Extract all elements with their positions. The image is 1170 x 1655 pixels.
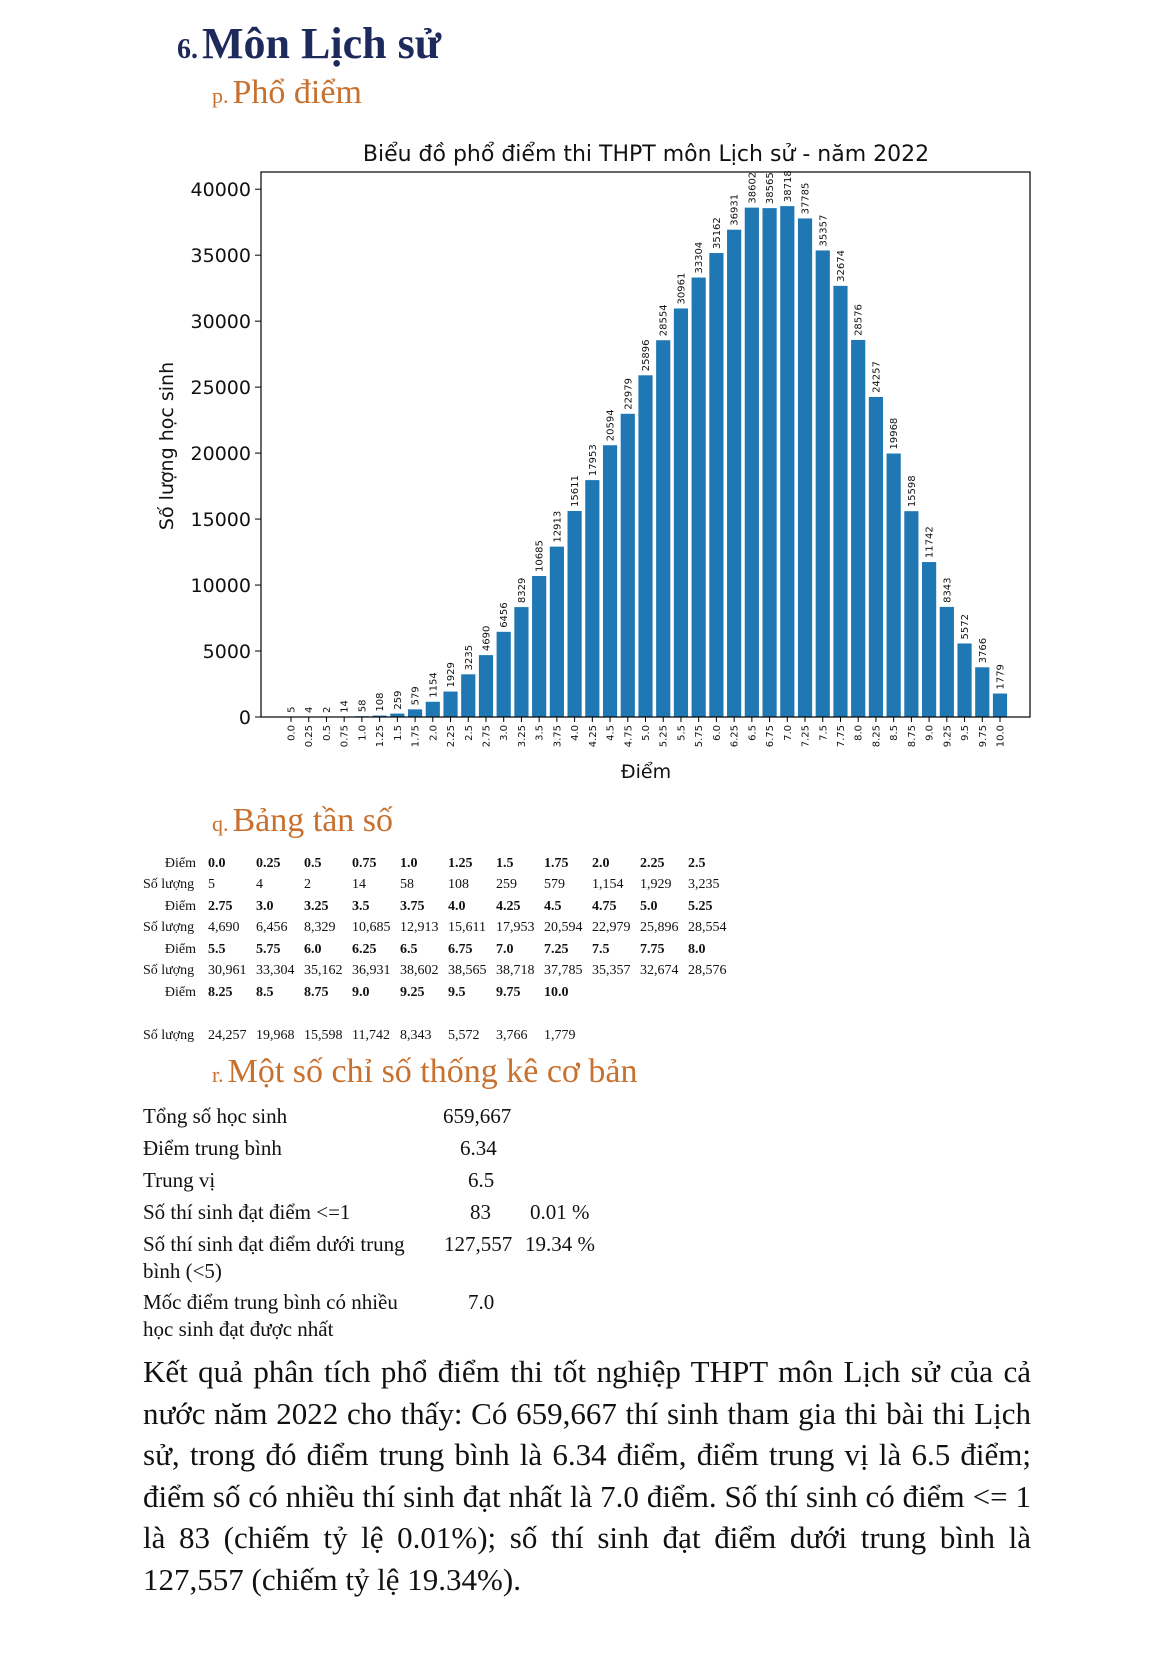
count-cell: 30,961 [208, 963, 247, 979]
bar-value-label: 36931 [729, 193, 741, 226]
count-cell: 11,742 [352, 1027, 390, 1043]
bar-2.0 [426, 702, 440, 717]
count-cell: 19,968 [256, 1027, 295, 1043]
bar-value-label: 15611 [570, 475, 582, 508]
bar-4.5 [603, 445, 617, 717]
score-cell: 7.25 [544, 941, 569, 957]
bar-value-label: 2 [321, 706, 333, 713]
section-title: Môn Lịch sử [202, 19, 442, 68]
count-cell: 24,257 [208, 1027, 247, 1043]
bar-value-label: 58 [357, 699, 369, 713]
subheading-title: Bảng tần số [232, 802, 394, 839]
chart-x-ticks [287, 717, 1007, 747]
x-tick-label: 9.5 [960, 725, 972, 741]
bar-8.75 [904, 511, 918, 717]
x-tick-label: 6.0 [711, 725, 723, 741]
count-row-label: Số lượng [143, 920, 195, 936]
y-tick-label: 5000 [202, 641, 251, 664]
stat-label-continued: bình (<5) [143, 1259, 222, 1283]
x-tick-label: 4.5 [605, 725, 617, 741]
score-cell: 4.25 [496, 898, 521, 914]
score-cell: 9.25 [400, 984, 425, 1000]
x-tick-label: 4.0 [570, 725, 582, 741]
count-row [143, 918, 736, 940]
bar-value-label: 17953 [587, 444, 599, 477]
score-row [143, 896, 736, 918]
bar-value-label: 3766 [977, 637, 989, 664]
count-cell: 38,565 [448, 963, 487, 979]
bar-6.0 [709, 253, 723, 717]
subheading-frequency-table [212, 802, 393, 840]
bar-value-label: 259 [392, 690, 404, 710]
score-cell: 5.25 [688, 898, 713, 914]
stat-row-mean [143, 1134, 643, 1166]
score-cell: 10.0 [544, 984, 569, 1000]
x-tick-label: 0.25 [304, 725, 316, 748]
x-tick-label: 0.5 [321, 725, 333, 741]
score-cell: 8.25 [208, 984, 233, 1000]
bar-3.5 [532, 576, 546, 717]
bar-value-label: 33304 [694, 241, 706, 274]
count-cell: 25,896 [640, 920, 679, 936]
score-cell: 8.0 [688, 941, 706, 957]
score-cell: 2.5 [688, 855, 706, 871]
score-cell: 5.0 [640, 898, 658, 914]
score-cell: 3.5 [352, 898, 370, 914]
score-cell: 9.75 [496, 984, 521, 1000]
bar-value-label: 4690 [481, 625, 493, 652]
x-tick-label: 10.0 [995, 725, 1007, 748]
x-tick-label: 7.25 [800, 725, 812, 748]
score-cell: 9.5 [448, 984, 466, 1000]
stat-row-total [143, 1102, 643, 1134]
score-cell: 9.0 [352, 984, 370, 1000]
x-tick-label: 0.0 [286, 725, 298, 741]
stat-label: Trung vị [143, 1168, 216, 1192]
y-tick-label: 0 [238, 707, 251, 729]
count-cell: 4,690 [208, 920, 240, 936]
bar-9.25 [940, 607, 954, 717]
bar-value-label: 38565 [765, 172, 777, 205]
x-tick-label: 5.75 [694, 725, 706, 748]
x-tick-label: 1.5 [392, 725, 404, 741]
count-cell: 22,979 [592, 920, 631, 936]
score-cell: 3.75 [400, 898, 425, 914]
bar-5.75 [692, 278, 706, 717]
subheading-letter: q. [212, 811, 229, 836]
score-cell: 5.75 [256, 941, 281, 957]
bar-value-label: 35357 [818, 214, 830, 247]
score-cell: 6.5 [400, 941, 418, 957]
count-cell: 10,685 [352, 920, 391, 936]
stat-value: 127,557 [444, 1232, 513, 1256]
count-cell: 35,162 [304, 963, 343, 979]
bar-9.75 [975, 667, 989, 717]
subheading-basic-statistics [212, 1053, 638, 1091]
bar-value-label: 8329 [516, 577, 528, 604]
bar-7.5 [816, 250, 830, 717]
bar-5.5 [674, 308, 688, 717]
score-cell: 1.5 [496, 855, 514, 871]
bar-value-label: 35162 [711, 217, 723, 250]
x-tick-label: 2.25 [446, 725, 458, 748]
stat-label: Số thí sinh đạt điểm <=1 [143, 1200, 351, 1224]
x-tick-label: 9.25 [942, 725, 954, 748]
x-tick-label: 1.75 [410, 725, 422, 748]
score-cell: 0.5 [304, 855, 322, 871]
stat-row-le1 [143, 1198, 643, 1230]
bar-value-label: 38718 [782, 170, 794, 203]
count-cell: 579 [544, 877, 565, 893]
bar-value-label: 1779 [995, 664, 1007, 690]
count-cell: 259 [496, 877, 517, 893]
count-cell: 8,343 [400, 1027, 432, 1043]
bar-value-label: 10685 [534, 540, 546, 573]
bar-value-label: 1929 [446, 662, 458, 688]
count-cell: 37,785 [544, 963, 583, 979]
x-tick-label: 0.75 [339, 725, 351, 748]
count-cell: 28,554 [688, 920, 727, 936]
frequency-table [143, 853, 736, 1044]
score-row-label: Điểm [164, 898, 196, 914]
count-cell: 12,913 [400, 920, 439, 936]
x-tick-label: 3.5 [534, 725, 546, 741]
stat-value: 659,667 [443, 1104, 512, 1128]
score-distribution-chart [0, 0, 1170, 800]
bar-value-label: 15598 [906, 475, 918, 508]
score-cell: 0.0 [208, 855, 226, 871]
count-row [143, 1004, 736, 1044]
score-cell: 7.5 [592, 941, 610, 957]
y-tick-label: 25000 [190, 377, 251, 400]
score-cell: 1.0 [400, 855, 418, 871]
bar-value-label: 5572 [960, 614, 972, 640]
count-cell: 28,576 [688, 963, 727, 979]
x-tick-label: 8.0 [853, 725, 865, 741]
conclusion-paragraph: Kết quả phân tích phổ điểm thi tốt nghiệp THPT môn Lịch sử của cả nước năm 2022 cho thấy: Có 659,667 thí sinh tham gia thi bài thi Lịch sử, trong đó điểm trung bình là 6.34 điểm, điểm trung vị là 6.5 điểm; điểm số có nhiều thí sinh đạt nhất là 7.0 điểm. Số thí sinh có điểm <= 1 là 83 (chiếm tỷ lệ 0.01%); số thí sinh đạt điểm dưới trung bình là 127,557 (chiếm tỷ lệ 19.34%). [143, 1354, 1031, 1597]
bar-value-label: 5 [286, 706, 298, 713]
bar-7.75 [833, 286, 847, 717]
y-tick-label: 30000 [190, 311, 251, 334]
bar-4.0 [568, 511, 582, 717]
stat-value: 83 [470, 1200, 491, 1224]
score-cell: 2.75 [208, 898, 233, 914]
count-cell: 1,779 [544, 1027, 576, 1043]
stat-label: Mốc điểm trung bình có nhiều [143, 1290, 398, 1314]
bar-8.5 [887, 454, 901, 717]
bar-value-label: 3235 [463, 644, 475, 671]
stat-percent: 19.34 % [525, 1232, 595, 1256]
bar-4.25 [585, 480, 599, 717]
stat-percent: 0.01 % [530, 1200, 590, 1224]
y-tick-label: 10000 [190, 575, 251, 598]
stat-row-below-average [143, 1230, 643, 1288]
score-row-label: Điểm [164, 941, 196, 957]
bar-value-label: 22979 [623, 377, 635, 410]
x-tick-label: 8.5 [889, 725, 901, 741]
bar-value-label: 4 [304, 706, 316, 713]
score-cell: 5.5 [208, 941, 226, 957]
subheading-letter: r. [212, 1062, 224, 1087]
score-cell: 7.75 [640, 941, 665, 957]
count-cell: 14 [352, 877, 366, 893]
subheading-letter: p. [212, 83, 229, 108]
count-cell: 5 [208, 877, 215, 893]
x-tick-label: 7.75 [835, 725, 847, 748]
x-tick-label: 5.25 [658, 725, 670, 748]
count-row [143, 875, 736, 897]
stat-label: Tổng số học sinh [143, 1104, 288, 1128]
bar-5.25 [656, 340, 670, 717]
subheading-title: Một số chỉ số thống kê cơ bản [227, 1053, 638, 1090]
bar-value-label: 37785 [800, 182, 812, 215]
count-cell: 5,572 [448, 1027, 480, 1043]
x-tick-label: 9.75 [977, 725, 989, 748]
count-cell: 15,598 [304, 1027, 343, 1043]
score-cell: 4.75 [592, 898, 617, 914]
x-tick-label: 7.0 [782, 725, 794, 741]
score-cell: 1.75 [544, 855, 569, 871]
bar-2.75 [479, 655, 493, 717]
bar-value-label: 20594 [605, 409, 617, 442]
score-cell: 3.0 [256, 898, 274, 914]
score-row-label: Điểm [164, 984, 196, 1000]
count-cell: 15,611 [448, 920, 486, 936]
score-cell: 4.0 [448, 898, 466, 914]
count-cell: 17,953 [496, 920, 535, 936]
bar-8.0 [851, 340, 865, 717]
score-cell: 6.75 [448, 941, 473, 957]
chart-y-axis-label: Số lượng học sinh [156, 361, 178, 531]
count-cell: 1,154 [592, 877, 624, 893]
score-cell: 3.25 [304, 898, 329, 914]
score-row-label: Điểm [164, 855, 196, 871]
x-tick-label: 9.0 [924, 725, 936, 741]
bar-value-label: 108 [375, 692, 387, 712]
x-tick-label: 2.75 [481, 725, 493, 748]
x-tick-label: 4.75 [623, 725, 635, 748]
x-tick-label: 2.5 [463, 725, 475, 741]
bar-value-label: 11742 [924, 526, 936, 559]
x-tick-label: 6.5 [747, 725, 759, 741]
bar-value-label: 12913 [552, 510, 564, 543]
count-row-label: Số lượng [143, 963, 195, 979]
count-cell: 1,929 [640, 877, 672, 893]
count-cell: 3,235 [688, 877, 720, 893]
x-tick-label: 3.25 [516, 725, 528, 748]
bar-9.5 [957, 643, 971, 717]
count-cell: 6,456 [256, 920, 288, 936]
score-cell: 0.25 [256, 855, 281, 871]
stat-value: 6.5 [468, 1168, 495, 1192]
bar-value-label: 30961 [676, 272, 688, 305]
y-tick-label: 35000 [190, 245, 251, 268]
count-cell: 108 [448, 877, 469, 893]
bar-value-label: 28554 [658, 304, 670, 337]
y-tick-label: 20000 [190, 443, 251, 466]
stat-value: 7.0 [468, 1290, 495, 1314]
score-row [143, 939, 736, 961]
count-cell: 33,304 [256, 963, 295, 979]
score-cell: 1.25 [448, 855, 473, 871]
count-cell: 8,329 [304, 920, 336, 936]
statistics-table [143, 1102, 643, 1346]
x-tick-label: 5.5 [676, 725, 688, 741]
count-cell: 2 [304, 877, 311, 893]
bar-value-label: 6456 [499, 602, 511, 628]
score-cell: 6.0 [304, 941, 322, 957]
bar-value-label: 19968 [889, 417, 901, 450]
count-cell: 32,674 [640, 963, 679, 979]
bar-value-label: 1154 [428, 672, 440, 698]
chart-x-axis-label: Điểm [620, 761, 672, 783]
score-cell: 6.25 [352, 941, 377, 957]
x-tick-label: 4.25 [587, 725, 599, 748]
x-tick-label: 1.25 [375, 725, 387, 748]
bar-value-label: 24257 [871, 361, 883, 393]
stat-label: Số thí sinh đạt điểm dưới trung [143, 1232, 405, 1256]
count-cell: 35,357 [592, 963, 631, 979]
bar-6.5 [745, 208, 759, 717]
chart-y-ticks [191, 179, 261, 729]
bar-3.25 [514, 607, 528, 717]
x-tick-label: 5.0 [641, 725, 652, 741]
bar-2.5 [461, 674, 475, 717]
stat-value: 6.34 [460, 1136, 497, 1160]
score-cell: 4.5 [544, 898, 562, 914]
bar-3.75 [550, 547, 564, 717]
stat-label: Điểm trung bình [143, 1136, 282, 1160]
y-tick-label: 40000 [190, 179, 251, 202]
score-cell: 0.75 [352, 855, 377, 871]
bar-value-label: 25896 [641, 339, 652, 372]
x-tick-label: 3.75 [552, 725, 564, 748]
count-row-label: Số lượng [143, 877, 195, 893]
section-number: 6. [177, 34, 198, 65]
x-tick-label: 6.25 [729, 725, 741, 748]
bar-value-label: 14 [339, 700, 351, 713]
x-tick-label: 8.25 [871, 725, 883, 748]
bar-value-label: 8343 [942, 577, 954, 603]
count-cell: 38,602 [400, 963, 439, 979]
x-tick-label: 2.0 [428, 725, 440, 741]
bar-4.75 [621, 414, 635, 717]
count-row-label: Số lượng [143, 1027, 195, 1043]
count-cell: 36,931 [352, 963, 391, 979]
score-cell: 2.25 [640, 855, 665, 871]
bar-8.25 [869, 397, 883, 717]
subheading-title: Phổ điểm [232, 74, 362, 111]
x-tick-label: 6.75 [765, 725, 777, 748]
bar-6.25 [727, 230, 741, 717]
chart-bars [284, 206, 1007, 717]
y-tick-label: 15000 [190, 509, 251, 532]
score-cell: 7.0 [496, 941, 514, 957]
bar-7.25 [798, 218, 812, 717]
count-row [143, 961, 736, 983]
score-cell: 8.75 [304, 984, 329, 1000]
bar-value-label: 579 [410, 686, 422, 706]
x-tick-label: 7.5 [818, 725, 830, 741]
count-cell: 3,766 [496, 1027, 528, 1043]
x-tick-label: 8.75 [906, 725, 918, 748]
bar-value-label: 28576 [853, 304, 865, 336]
bar-1.75 [408, 709, 422, 717]
bar-5.0 [638, 375, 652, 717]
score-row [143, 982, 736, 1004]
bar-value-label: 38602 [747, 171, 759, 204]
score-cell: 8.5 [256, 984, 274, 1000]
bar-6.75 [762, 208, 776, 717]
chart-title: Biểu đồ phổ điểm thi THPT môn Lịch sử - năm 2022 [362, 142, 930, 167]
stat-label-continued: học sinh đạt được nhất [143, 1317, 334, 1341]
bar-10.0 [993, 694, 1007, 717]
bar-9.0 [922, 562, 936, 717]
score-cell: 2.0 [592, 855, 610, 871]
bar-2.25 [443, 692, 457, 717]
x-tick-label: 1.0 [357, 725, 369, 741]
stat-row-median [143, 1166, 643, 1198]
score-row [143, 853, 736, 875]
bar-7.0 [780, 206, 794, 717]
bar-3.0 [497, 632, 511, 717]
count-cell: 20,594 [544, 920, 583, 936]
stat-row-mode [143, 1288, 643, 1346]
x-tick-label: 3.0 [499, 725, 511, 741]
count-cell: 38,718 [496, 963, 535, 979]
count-cell: 4 [256, 877, 263, 893]
count-cell: 58 [400, 877, 414, 893]
bar-value-label: 32674 [835, 250, 847, 282]
